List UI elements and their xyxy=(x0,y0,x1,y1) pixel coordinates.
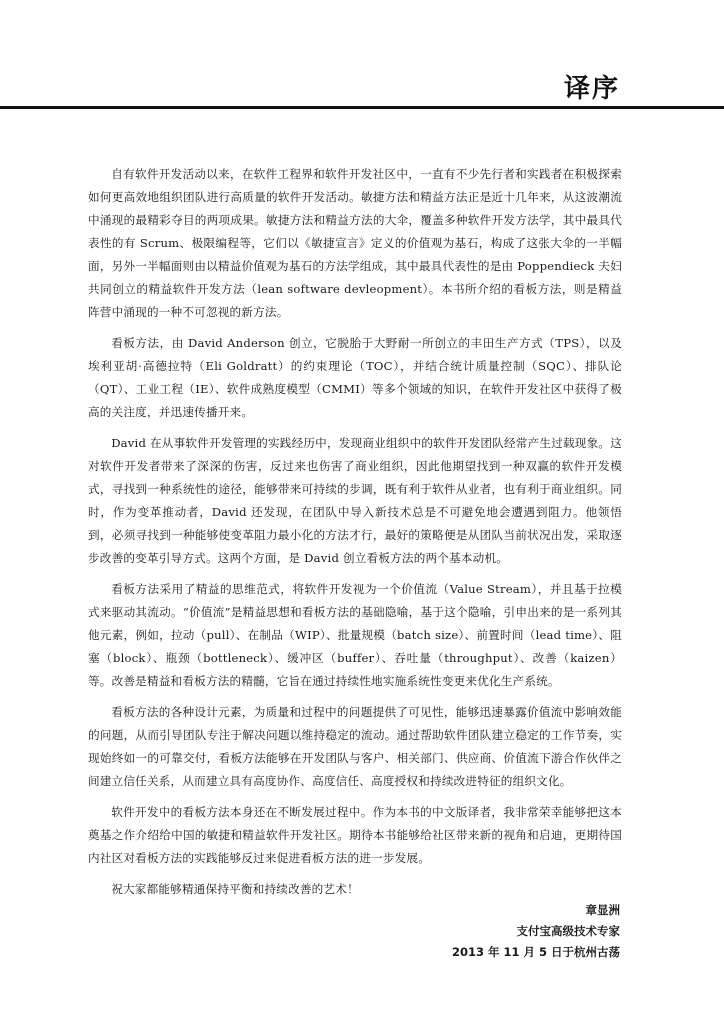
paragraph: 软件开发中的看板方法本身还在不断发展过程中。作为本书的中文版译者，我非常荣幸能够把这本奠基之作介绍给中国的敏捷和精益软件开发社区。期待本书能够给社区带来新的视角和启迪，更期待国内社区对看板方法的实践能够反过来促进看板方法的进一步发展。 xyxy=(88,805,622,865)
paragraph: 祝大家都能够精通保持平衡和持续改善的艺术！ xyxy=(111,882,359,896)
preface-body xyxy=(88,163,622,909)
paragraph: 看板方法采用了精益的思维范式，将软件开发视为一个价值流（Value Stream），并且基于拉模式来驱动其流动。“价值流”是精益思想和看板方法的基础隐喻，基于这个隐喻，引申出来的是一系列其他元素，例如，拉动（pull）、在制品（WIP）、批量规模（batch size）、前置时间（lead time）、阻塞（block）、瓶颈（bottleneck）、缓冲区（buffer）、吞吐量（throughput）、改善（kaizen）等。改善是精益和看板方法的精髓，它旨在通过持续性地实施系统性变更来优化生产系统。 xyxy=(88,582,622,688)
title-divider xyxy=(0,106,724,109)
translator-position: 支付宝高级技术专家 xyxy=(516,924,620,938)
date-and-place: 2013 年 11 月 5 日于杭州古荡 xyxy=(451,945,620,959)
translator-name: 章显洲 xyxy=(585,903,620,917)
paragraph: 看板方法的各种设计元素，为质量和过程中的问题提供了可见性，能够迅速暴露价值流中影响效能的问题，从而引导团队专注于解决问题以维持稳定的流动。通过帮助软件团队建立稳定的工作节奏，实现始终如一的可靠交付，看板方法能够在开发团队与客户、相关部门、供应商、价值流下游合作伙伴之间建立信任关系，从而建立具有高度协作、高度信任、高度授权和持续改进特征的组织文化。 xyxy=(88,705,622,788)
signature-block xyxy=(452,900,620,963)
paragraph: David 在从事软件开发管理的实践经历中，发现商业组织中的软件开发团队经常产生过载现象。这对软件开发者带来了深深的伤害，反过来也伤害了商业组织，因此他期望找到一种双赢的软件开发模式，寻找到一种系统性的途径，能够带来可持续的步调，既有利于软件从业者，也有利于商业组织。同时，作为变革推动者，David 还发现，在团队中导入新技术总是不可避免地会遭遇到阻力。他领悟到，必须寻找到一种能够使变革阻力最小化的方法才行，最好的策略便是从团队当前状况出发，采取逐步改善的变革引导方式。这两个方面，是 David 创立看板方法的两个基本动机。 xyxy=(88,436,622,565)
paragraph: 自有软件开发活动以来，在软件工程界和软件开发社区中，一直有不少先行者和实践者在积极探索如何更高效地组织团队进行高质量的软件开发活动。敏捷方法和精益方法正是近十几年来，从这波潮流中涌现的最精彩夺目的两项成果。敏捷方法和精益方法的大伞，覆盖多种软件开发方法学，其中最具代表性的有 Scrum、极限编程等，它们以《敏捷宣言》定义的价值观为基石，构成了这张大伞的一半幅面，另外一半幅面则由以精益价值观为基石的方法学组成，其中最具代表性的是由 Poppendieck 夫妇共同创立的精益软件开发方法（lean software devleopment）。本书所介绍的看板方法，则是精益阵营中涌现的一种不可忽视的新方法。 xyxy=(88,167,622,319)
paragraph: 看板方法，由 David Anderson 创立，它脱胎于大野耐一所创立的丰田生产方式（TPS），以及埃利亚胡·高德拉特（Eli Goldratt）的约束理论（TOC），并结合统计质量控制（SQC）、排队论（QT）、工业工程（IE）、软件成熟度模型（CMMI）等多个领域的知识，在软件开发社区中获得了极高的关注度，并迅速传播开来。 xyxy=(88,336,622,419)
page-title: 译序 xyxy=(563,74,620,104)
